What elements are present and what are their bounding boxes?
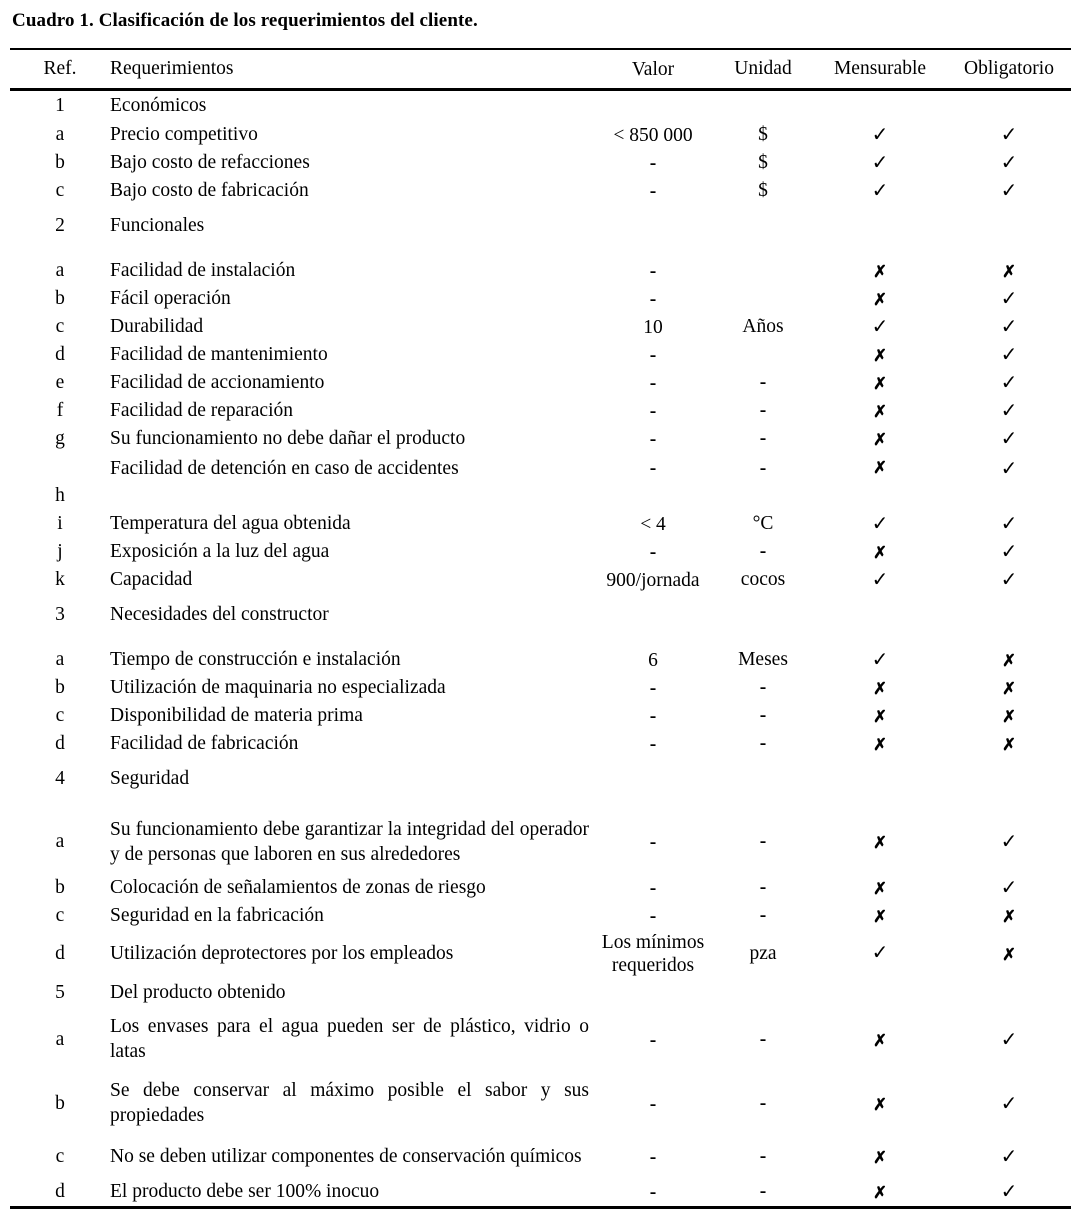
table-row [10, 811, 1071, 875]
cell-requirement: Temperatura del agua obtenida [110, 513, 351, 535]
cell-ref: b [55, 152, 65, 174]
cell-value: - [649, 542, 657, 564]
cell-requirement: Facilidad de fabricación [110, 733, 299, 755]
cell-ref: d [55, 344, 65, 366]
cell-ref: b [55, 677, 65, 699]
cell-obligatorio-mark: ✓ [1000, 830, 1018, 853]
table-row [10, 258, 1071, 286]
cell-ref: g [55, 428, 65, 450]
cell-ref: a [55, 260, 65, 282]
cell-requirement: Facilidad de mantenimiento [110, 344, 328, 366]
cell-value: - [649, 289, 657, 311]
cell-ref: c [55, 905, 65, 927]
cell-ref: d [55, 733, 65, 755]
cell-ref: 3 [55, 604, 65, 626]
cell-requirement: Se debe conservar al máximo posible el sabor y sus propiedades [110, 1080, 589, 1127]
table-row [10, 122, 1071, 150]
cell-value: - [649, 153, 657, 175]
table-row [10, 1008, 1071, 1072]
cell-obligatorio-mark: ✓ [1000, 316, 1018, 338]
cell-obligatorio-mark: ✓ [1000, 1145, 1018, 1168]
cell-value: < 4 [640, 514, 666, 536]
cell-obligatorio-mark: ✗ [1002, 944, 1016, 964]
cell-value: - [649, 401, 657, 423]
cell-mensurable-mark: ✓ [871, 942, 889, 965]
cell-requirement: Su funcionamiento debe garantizar la integridad del operador y de personas que laboren en sus alrededores [110, 818, 589, 865]
cell-obligatorio-mark: ✗ [1002, 262, 1016, 282]
table-row [10, 150, 1071, 178]
cell-unit: cocos [740, 569, 786, 591]
cell-obligatorio-mark: ✓ [1000, 1180, 1018, 1203]
cell-requirement: Capacidad [110, 569, 193, 591]
cell-ref: 1 [55, 94, 65, 116]
table-row [10, 286, 1071, 314]
cell-obligatorio-mark: ✓ [1000, 400, 1018, 422]
cell-requirement: Necesidades del constructor [110, 604, 329, 626]
table-row [10, 595, 1071, 647]
cell-value: - [649, 1029, 657, 1051]
cell-ref: 2 [55, 215, 65, 237]
cell-mensurable-mark: ✓ [871, 316, 889, 338]
table-row [10, 314, 1071, 342]
cell-ref: d [55, 1180, 65, 1202]
cell-unit: - [759, 1092, 767, 1114]
cell-value: - [649, 261, 657, 283]
cell-ref: c [55, 1145, 65, 1167]
table-row [10, 1072, 1071, 1136]
cell-mensurable-mark: ✓ [871, 649, 889, 671]
cell-requirement: Durabilidad [110, 316, 204, 338]
cell-ref: a [55, 1028, 65, 1050]
cell-mensurable-mark: ✗ [873, 543, 887, 563]
cell-mensurable-mark: ✗ [873, 907, 887, 927]
cell-obligatorio-mark: ✓ [1000, 180, 1018, 202]
cell-mensurable-mark: ✗ [873, 430, 887, 450]
cell-unit: °C [752, 513, 774, 535]
table-row [10, 398, 1071, 426]
cell-value: - [649, 706, 657, 728]
cell-mensurable-mark: ✗ [873, 735, 887, 755]
cell-requirement: El producto debe ser 100% inocuo [110, 1180, 380, 1202]
cell-value: - [649, 734, 657, 756]
cell-requirement: Bajo costo de fabricación [110, 180, 309, 202]
cell-value: Los mínimos requeridos [601, 931, 705, 977]
cell-obligatorio-mark: ✓ [1000, 541, 1018, 563]
cell-ref: a [55, 649, 65, 671]
cell-unit: $ [758, 124, 768, 146]
cell-value: 900/jornada [606, 570, 700, 592]
cell-unit: - [759, 733, 767, 755]
column-header-obligatorio: Obligatorio [964, 57, 1054, 79]
cell-mensurable-mark: ✓ [871, 569, 889, 591]
cell-unit: - [759, 541, 767, 563]
cell-requirement: Facilidad de reparación [110, 400, 293, 422]
table-row [10, 206, 1071, 258]
cell-value: - [649, 1093, 657, 1115]
cell-requirement: Colocación de señalamientos de zonas de riesgo [110, 877, 486, 899]
cell-obligatorio-mark: ✓ [1000, 457, 1018, 480]
table-header-row [10, 50, 1071, 88]
cell-mensurable-mark: ✗ [873, 879, 887, 899]
cell-obligatorio-mark: ✗ [1002, 707, 1016, 727]
cell-ref: c [55, 180, 65, 202]
cell-ref: h [55, 484, 65, 506]
cell-requirement: Los envases para el agua pueden ser de plástico, vidrio o latas [110, 1016, 589, 1063]
cell-mensurable-mark: ✗ [873, 402, 887, 422]
table-row [10, 1136, 1071, 1178]
cell-requirement: Seguridad en la fabricación [110, 905, 324, 927]
table-row [10, 511, 1071, 539]
cell-requirement: Seguridad [110, 768, 190, 790]
cell-unit: - [759, 372, 767, 394]
cell-requirement: Precio competitivo [110, 124, 258, 146]
cell-unit: - [759, 705, 767, 727]
table-row [10, 903, 1071, 931]
cell-value: - [649, 832, 657, 854]
cell-value: - [649, 345, 657, 367]
cell-mensurable-mark: ✗ [873, 679, 887, 699]
cell-unit: $ [758, 152, 768, 174]
table-row [10, 703, 1071, 731]
table-row [10, 454, 1071, 511]
cell-value: - [649, 373, 657, 395]
table-row [10, 1178, 1071, 1206]
table-row [10, 647, 1071, 675]
table-row [10, 931, 1071, 978]
cell-unit: - [759, 457, 767, 479]
cell-requirement: Utilización deprotectores por los empleados [110, 942, 454, 964]
cell-requirement: Del producto obtenido [110, 981, 286, 1003]
cell-obligatorio-mark: ✗ [1002, 651, 1016, 671]
cell-requirement: Facilidad de instalación [110, 260, 296, 282]
cell-value: < 850 000 [613, 125, 693, 147]
cell-mensurable-mark: ✗ [873, 833, 887, 853]
cell-value: - [649, 906, 657, 927]
cell-requirement: Utilización de maquinaria no especializada [110, 677, 446, 699]
table-row [10, 91, 1071, 122]
cell-unit: - [759, 400, 767, 422]
cell-value: 10 [643, 317, 663, 339]
cell-unit: - [759, 428, 767, 450]
cell-requirement: Su funcionamiento no debe dañar el producto [110, 428, 466, 450]
table-row [10, 426, 1071, 454]
cell-ref: d [55, 942, 65, 964]
cell-value: 6 [648, 650, 658, 672]
cell-mensurable-mark: ✗ [873, 1030, 887, 1050]
cell-unit: - [759, 1145, 767, 1167]
cell-requirement: Fácil operación [110, 288, 231, 310]
cell-obligatorio-mark: ✓ [1000, 569, 1018, 591]
cell-mensurable-mark: ✗ [873, 1094, 887, 1114]
cell-obligatorio-mark: ✗ [1002, 735, 1016, 755]
table-row [10, 539, 1071, 567]
cell-obligatorio-mark: ✓ [1000, 428, 1018, 450]
cell-requirement: Tiempo de construcción e instalación [110, 649, 401, 671]
table-row [10, 759, 1071, 811]
cell-ref: c [55, 316, 65, 338]
cell-obligatorio-mark: ✓ [1000, 344, 1018, 366]
cell-ref: e [55, 372, 65, 394]
table-row [10, 342, 1071, 370]
cell-requirement: Exposición a la luz del agua [110, 541, 330, 563]
cell-unit: - [759, 905, 767, 927]
cell-obligatorio-mark: ✓ [1000, 288, 1018, 310]
cell-ref: f [56, 400, 64, 422]
column-header-valor: Valor [631, 58, 675, 80]
cell-obligatorio-mark: ✗ [1002, 907, 1016, 927]
cell-value: - [649, 878, 657, 899]
cell-unit: - [759, 677, 767, 699]
cell-ref: i [57, 513, 63, 535]
cell-obligatorio-mark: ✓ [1000, 372, 1018, 394]
cell-mensurable-mark: ✓ [871, 152, 889, 174]
cell-requirement: Disponibilidad de materia prima [110, 705, 363, 727]
table-rule-bottom [10, 1206, 1071, 1209]
cell-unit: Meses [738, 649, 788, 671]
cell-ref: a [55, 124, 65, 146]
cell-value: - [649, 429, 657, 451]
cell-requirement: Bajo costo de refacciones [110, 152, 310, 174]
column-header-ref: Ref. [43, 57, 77, 79]
table-row [10, 731, 1071, 759]
cell-value: - [649, 1181, 657, 1203]
cell-ref: b [55, 877, 65, 899]
cell-mensurable-mark: ✗ [873, 262, 887, 282]
cell-mensurable-mark: ✗ [873, 346, 887, 366]
cell-obligatorio-mark: ✓ [1000, 876, 1018, 899]
cell-ref: 4 [55, 768, 65, 790]
cell-unit: - [759, 831, 767, 853]
cell-mensurable-mark: ✗ [873, 457, 887, 477]
cell-obligatorio-mark: ✓ [1000, 1028, 1018, 1051]
column-header-requerimientos: Requerimientos [110, 57, 234, 79]
cell-ref: b [55, 1092, 65, 1114]
table-row [10, 178, 1071, 206]
cell-obligatorio-mark: ✓ [1000, 513, 1018, 535]
cell-ref: 5 [55, 981, 65, 1003]
column-header-unidad: Unidad [734, 57, 792, 79]
cell-unit: - [759, 1180, 767, 1202]
cell-ref: b [55, 288, 65, 310]
cell-requirement: No se deben utilizar componentes de conservación químicos [110, 1145, 582, 1167]
cell-value: - [649, 457, 657, 479]
cell-value: - [649, 1146, 657, 1168]
cell-mensurable-mark: ✗ [873, 1182, 887, 1202]
cell-unit: pza [749, 942, 777, 964]
cell-value: - [649, 181, 657, 203]
table-body [10, 91, 1071, 1207]
cell-mensurable-mark: ✓ [871, 124, 889, 146]
table-row [10, 370, 1071, 398]
table-row [10, 977, 1071, 1008]
cell-value: - [649, 678, 657, 700]
cell-requirement: Funcionales [110, 215, 205, 237]
cell-mensurable-mark: ✗ [873, 374, 887, 394]
cell-ref: k [55, 569, 65, 591]
cell-mensurable-mark: ✗ [873, 1147, 887, 1167]
table-row [10, 875, 1071, 903]
cell-unit: $ [758, 180, 768, 202]
cell-requirement: Facilidad de accionamiento [110, 372, 325, 394]
cell-obligatorio-mark: ✗ [1002, 679, 1016, 699]
cell-mensurable-mark: ✗ [873, 707, 887, 727]
cell-unit: - [759, 877, 767, 899]
table-row [10, 675, 1071, 703]
cell-ref: a [55, 831, 65, 853]
table-row [10, 567, 1071, 595]
cell-mensurable-mark: ✓ [871, 180, 889, 202]
cell-requirement: Económicos [110, 94, 207, 116]
table-caption: Cuadro 1. Clasificación de los requerimientos del cliente. [12, 10, 478, 31]
cell-mensurable-mark: ✗ [873, 290, 887, 310]
cell-ref: c [55, 705, 65, 727]
cell-ref: j [57, 541, 63, 563]
requirements-table [10, 48, 1071, 1209]
cell-unit: - [759, 1028, 767, 1050]
cell-requirement: Facilidad de detención en caso de accidentes [110, 457, 459, 479]
cell-mensurable-mark: ✓ [871, 513, 889, 535]
cell-unit: Años [742, 316, 784, 338]
column-header-mensurable: Mensurable [833, 57, 927, 79]
cell-obligatorio-mark: ✓ [1000, 124, 1018, 146]
cell-obligatorio-mark: ✓ [1000, 152, 1018, 174]
cell-obligatorio-mark: ✓ [1000, 1092, 1018, 1115]
